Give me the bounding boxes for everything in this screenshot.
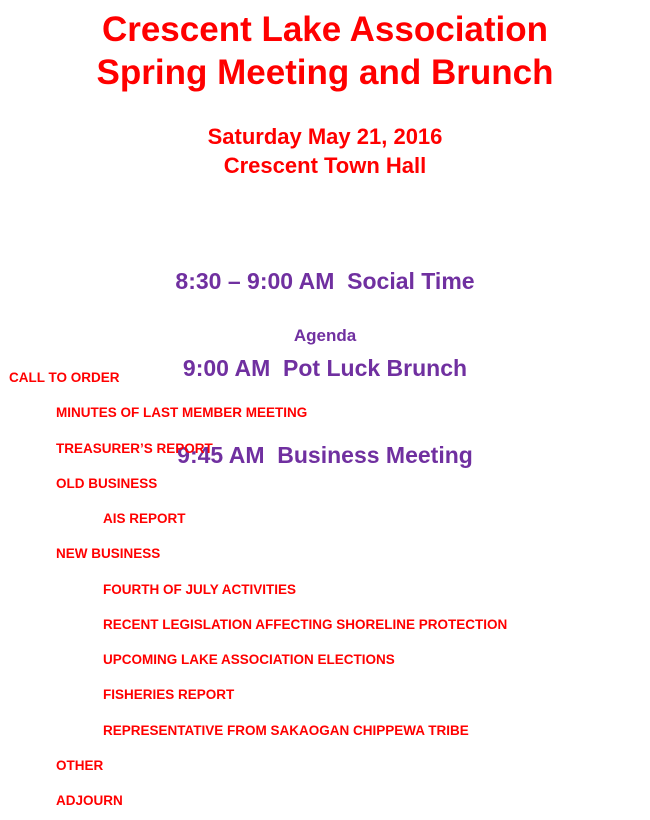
document-title (0, 8, 650, 94)
agenda-item: RECENT LEGISLATION AFFECTING SHORELINE PROTECTION (103, 616, 508, 632)
agenda-item: FOURTH OF JULY ACTIVITIES (103, 581, 297, 597)
event-location: Crescent Town Hall (223, 153, 427, 178)
agenda-item: TREASURER’S REPORT (56, 440, 213, 456)
agenda-item: REPRESENTATIVE FROM SAKAOGAN CHIPPEWA TRIBE (103, 722, 469, 738)
title-line-1: Crescent Lake Association (101, 10, 549, 49)
agenda-item: OTHER (56, 757, 104, 773)
agenda-heading: Agenda (293, 326, 357, 345)
schedule-item: 9:00 AM Pot Luck Brunch (182, 355, 468, 381)
agenda-item: AIS REPORT (103, 511, 186, 526)
agenda-item: ADJOURN (56, 793, 123, 808)
schedule-item: 8:30 – 9:00 AM Social Time (175, 268, 475, 294)
event-date: Saturday May 21, 2016 (207, 124, 443, 149)
agenda-item: OLD BUSINESS (56, 475, 158, 491)
agenda-item: NEW BUSINESS (56, 546, 161, 562)
agenda-item: UPCOMING LAKE ASSOCIATION ELECTIONS (103, 652, 395, 667)
event-details (0, 122, 650, 180)
title-line-2: Spring Meeting and Brunch (96, 53, 554, 92)
agenda-item: FISHERIES REPORT (103, 687, 235, 703)
schedule-item: 9:45 AM Business Meeting (177, 442, 473, 468)
agenda-item: MINUTES OF LAST MEMBER MEETING (56, 405, 308, 421)
agenda-item: CALL TO ORDER (9, 370, 120, 385)
